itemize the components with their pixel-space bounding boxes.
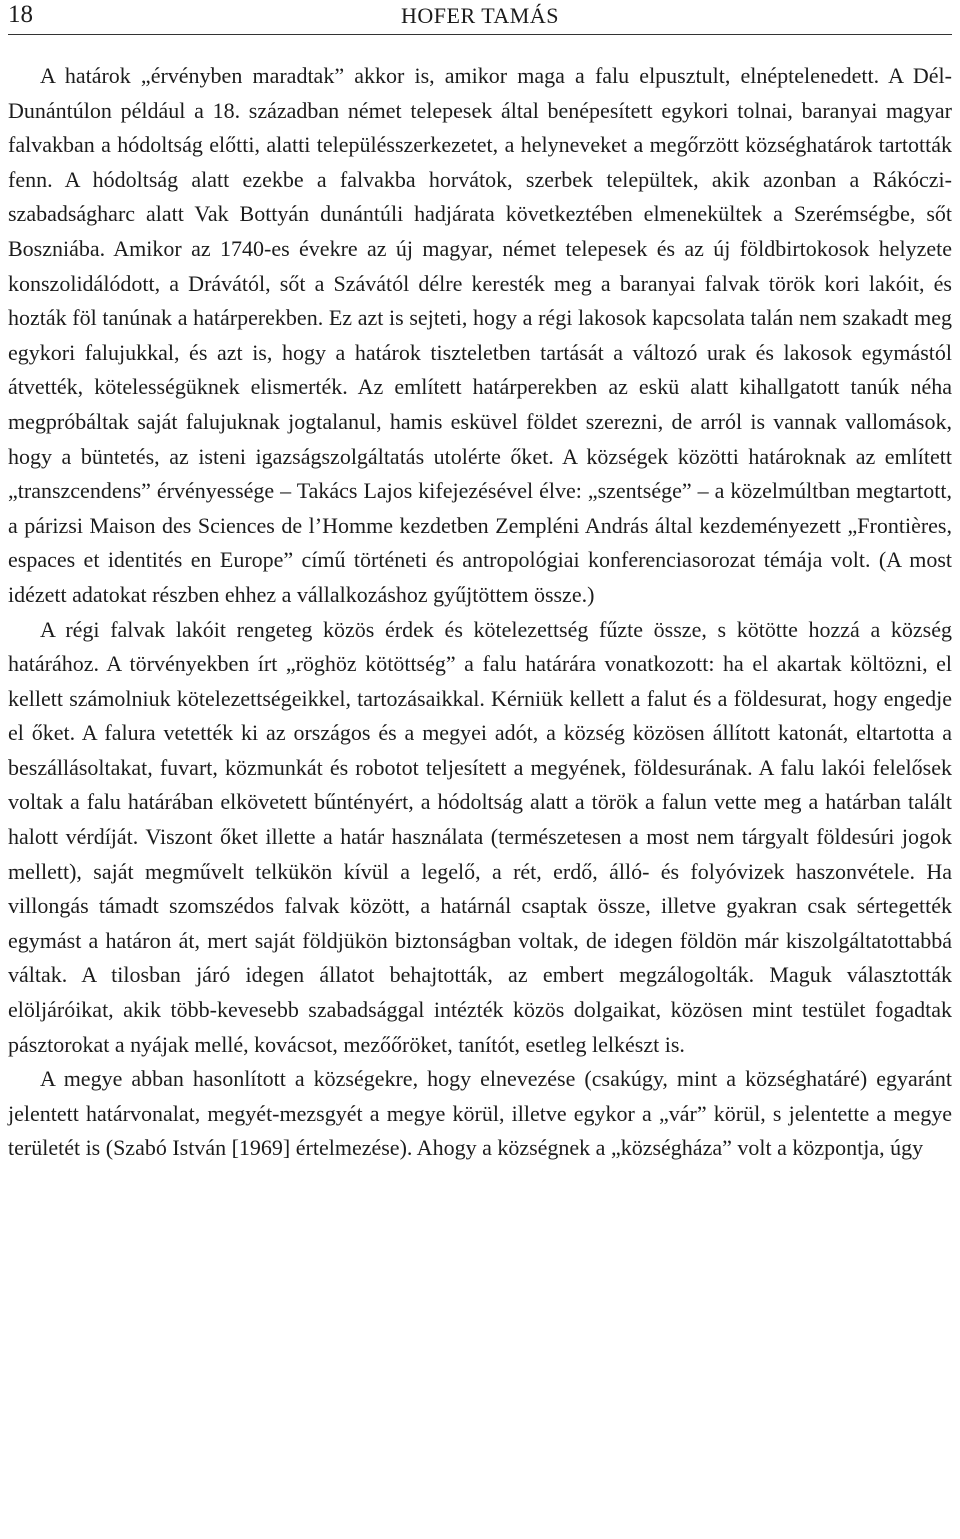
running-title: HOFER TAMÁS [401,3,559,28]
body-text [8,59,952,1166]
paragraph: A régi falvak lakóit rengeteg közös érdek és kötelezettség fűzte össze, s kötötte hozzá a község határához. A törvényekben írt „röghöz kötöttség” a falu határára vonatkozott: ha el akartak költözni, el kellett számolniuk kötelezettségeikkel, tartozásaikkal. Kérniük kellett a falut és a földesurat, hogy engedje el őket. A falura vetették ki az országos és a megyei adót, a község közösen állított katonát, eltartotta a beszállásoltakat, fuvart, közmunkát és robotot teljesített a megyének, földesurának. A falu lakói felelősek voltak a falu határában elkövetett bűntényért, a hódoltság alatt a török a falun vette meg a határban talált halott vérdíját. Viszont őket illette a határ használata (természetesen a most nem tárgyalt földesúri jogok mellett), saját megművelt telkükön kívül a legelő, a rét, erdő, álló- és folyóvizek haszonvétele. Ha villongás támadt szomszédos falvak között, a határnál csaptak össze, illetve gyakran csak sértegették egymást a határon át, mert saját földjükön biztonságban voltak, de idegen földön már kiszolgáltatottabbá váltak. A tilosban járó idegen állatot behajtották, az embert megzálogolták. Maguk választották elöljáróikat, akik több-kevesebb szabadsággal intézték közös dolgaikat, közösen mint testület fogadtak pásztorokat a nyájak mellé, kovácsot, mezőőröket, tanítót, esetleg lelkészt is. [8,616,952,1057]
paragraph: A megye abban hasonlított a községekre, hogy elnevezése (csakúgy, mint a községhatáré) egyaránt jelentett határvonalat, megyét-mezsgyét a megye körül, illetve egykor a „vár” körül, s jelentette a megye területét is (Szabó István [1969] értelmezése). Ahogy a községnek a „községháza” volt a központja, úgy [8,1066,952,1161]
running-header [8,0,952,35]
paragraph: A határok „érvényben maradtak” akkor is, amikor maga a falu elpusztult, elnéptelenedett. A Dél-Dunántúlon például a 18. században német telepesek által benépesített egykori tolnai, baranyai magyar falvakban a hódoltság előtti, alatti településszerkezetet, a helyneveket a megőrzött községhatárok tartották fenn. A hódoltság alatt ezekbe a falvakba horvátok, szerbek települtek, akik azonban a Rákóczi-szabadságharc alatt Vak Bottyán dunántúli hadjárata következtében elmenekültek a Szerémségbe, sőt Boszniába. Amikor az 1740-es évekre az új magyar, német telepesek és az új földbirtokosok helyzete konszolidálódott, a Drávától, sőt a Szávától délre keresték meg a baranyai falvak török kori lakóit, és hozták föl tanúnak a határperekben. Ez azt is sejteti, hogy a régi lakosok kapcsolata talán nem szakadt meg egykori falujukkal, és azt is, hogy a határok tiszteletben tartását a változó urak és lakosok egymástól átvették, kötelességüknek elismerték. Az említett határperekben az eskü alatt kihallgatott tanúk néha megpróbáltak saját falujuknak jogtalanul, hamis esküvel földet szerezni, de arról is vannak vallomások, hogy a büntetés, az isteni igazságszolgáltatás utolérte őket. A községek közötti határoknak az említett „transzcendens” érvényessége – Takács Lajos kifejezésével élve: „szentsége” – a közelmúltban megtartott, a párizsi Maison des Sciences de l’Homme kezdetben Zempléni András által kezdeményezett „Frontières, espaces et identités en Europe” című történeti és antropológiai konferenciasorozat témája volt. (A most idézett adatokat részben ehhez a vállalkozáshoz gyűjtöttem össze.) [8,63,952,607]
page-number: 18 [8,1,33,28]
